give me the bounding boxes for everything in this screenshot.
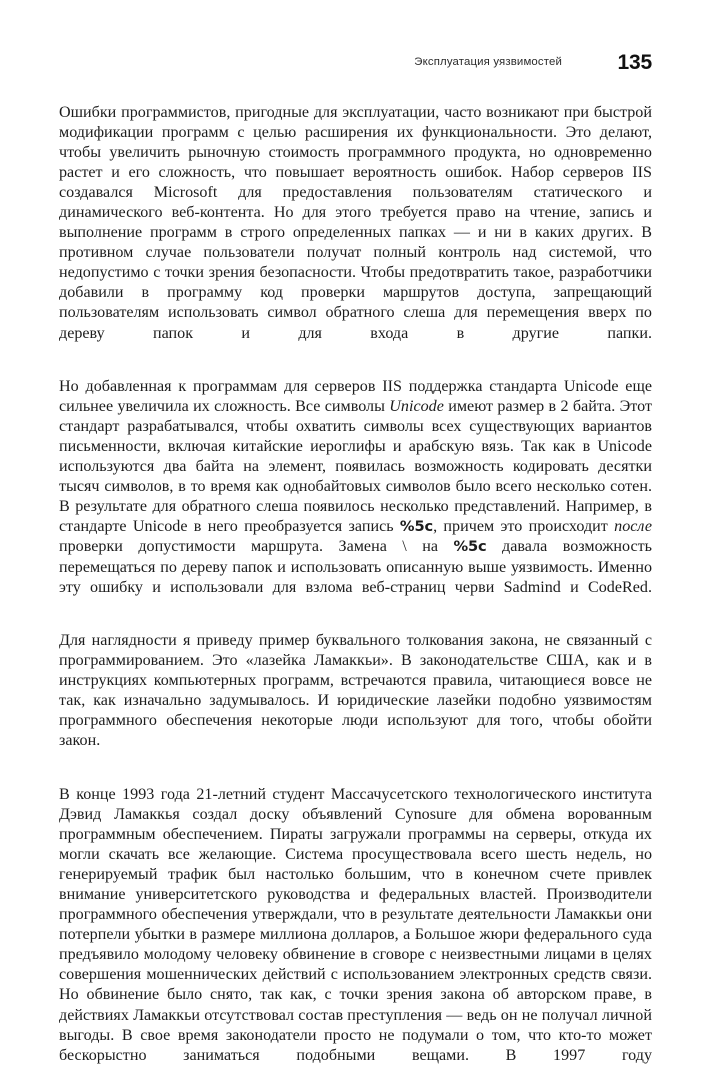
text-run: проверки допустимости маршрута. Замена \ на xyxy=(59,538,454,556)
paragraph-1: Ошибки программистов, пригодные для эксплуатации, часто возникают при быстрой модификации программ с целью расширения их функциональности. Это делают, чтобы увеличить рыночную стоимость программного продукта, но одновременно растет и его сложность, что повышает вероятность ошибок. Набор серверов IIS создавался Microsoft для предоставления пользователям статического и динамического веб-контента. Но для этого требуется право на чтение, запись и выполнение программ в строго определенных папках — и ни в каких других. В противном случае пользователи получат полный контроль над системой, что недопустимо с точки зрения безопасности. Чтобы предотвратить такое, разработчики добавили в программу код проверки маршрутов доступа, запрещающий пользователям использовать символ обратного слеша для перемещения вверх по дереву папок и для входа в другие папки. xyxy=(59,104,652,342)
italic-term: Unicode xyxy=(389,398,444,416)
text-run: имеют размер в 2 байта. Этот стандарт разрабатывался, чтобы охватить символы всех существующих вариантов письменности, включая китайские иероглифы и арабскую вязь. Так как в Unicode используются два байта на элемент, появилась возможность кодировать десятки тысяч символов, в то время как однобайтовых символов было всего несколько сотен. В результате для обратного слеша появилось несколько представлений. Например, в стандарте Unicode в него преобразуется запись xyxy=(59,398,653,536)
code-literal: %5c xyxy=(399,518,434,536)
italic-term: после xyxy=(614,518,652,536)
running-head-title: Эксплуатация уязвимостей xyxy=(414,56,562,68)
text-run: , причем это происходит xyxy=(433,518,615,536)
paragraph-3: Для наглядности я приведу пример буквального толкования закона, не связанный с программированием. Это «лазейка Ламаккьи». В законодательстве США, как и в инструкциях компьютерных программ, встречаются правила, читающиеся вовсе не так, как изначально задумывалось. И юридические лазейки подобно уязвимостям программного обеспечения некоторые люди используют для того, чтобы обойти закон. xyxy=(59,632,652,750)
running-head xyxy=(59,52,652,82)
body-text-column xyxy=(59,103,652,1086)
code-literal: %5c xyxy=(453,538,487,556)
paragraph-2 xyxy=(59,377,652,618)
text-run: давала возможность перемещаться по дереву папок и использовать описанную выше уязвимость. Именно эту ошибку и использовали для взлома веб-страниц черви Sadmind и CodeRed. xyxy=(59,538,653,596)
page-number: 135 xyxy=(617,51,652,74)
text-run: Но добавленная к программам для серверов IIS поддержка стандарта Unicode еще сильнее увеличила их сложность. Все символы xyxy=(59,378,652,416)
paragraph-4: В конце 1993 года 21-летний студент Массачусетского технологического института Дэвид Ламаккья создал доску объявлений Cynosure для обмена ворованным программным обеспечением. Пираты загружали программы на серверы, откуда их могли скачать все желающие. Система просуществовала всего шесть недель, но генерируемый трафик был настолько большим, что в конечном счете привлек внимание университетского руководства и федеральных властей. Производители программного обеспечения утверждали, что в результате деятельности Ламаккьи они потерпели убытки в размере миллиона долларов, а Большое жюри федерального суда предъявило молодому человеку обвинение в сговоре с неизвестными лицами в целях совершения мошеннических действий с использованием электронных средств связи. Но обвинение было снято, так как, с точки зрения закона об авторском праве, в действиях Ламаккьи отсутствовал состав преступления — ведь он не получал личной выгоды. В свое время законодатели просто не подумали о том, что кто-то может бескорыстно заниматься подобными вещами. В 1997 году xyxy=(59,786,652,1064)
